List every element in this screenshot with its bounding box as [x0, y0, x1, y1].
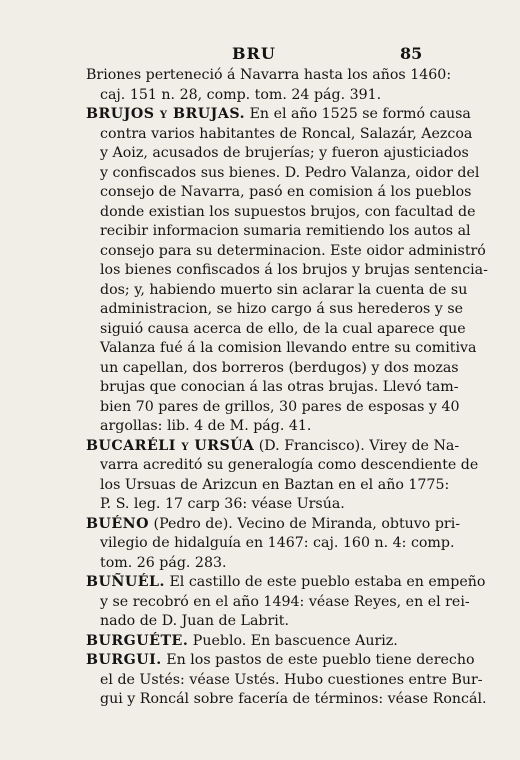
text-line: donde existian los supuestos brujos, con facultad de — [100, 203, 476, 220]
text-line: brujas que conocian á las otras brujas. Llevó tam- — [100, 379, 459, 395]
entry-text: El castillo de este pueblo estaba en empeño — [169, 574, 486, 590]
text-line: los bienes confiscados á los brujos y brujas sentencia- — [100, 262, 488, 278]
entry-burguete — [86, 632, 430, 652]
text-line: dos; y, habiendo muerto sin aclarar la cuenta de su — [100, 281, 468, 298]
entry-headword: BUÉNO — [86, 515, 150, 532]
text-line: administracion, se hizo cargo á sus herederos y se — [100, 301, 464, 317]
text-line: vilegio de hidalguía en 1467: caj. 160 n. 4: comp. — [100, 535, 455, 551]
text-line: y Aoiz, acusados de brujerías; y fueron ajusticiados — [100, 145, 469, 161]
entry-brujos — [86, 105, 488, 437]
text-line: gui y Roncál sobre facería de términos: véase Roncál. — [100, 691, 487, 707]
text-line: contra varios habitantes de Roncal, Salazár, Aezcoa — [100, 125, 473, 142]
text-line: Valanza fué á la comision llevando entre su comitiva — [100, 340, 477, 356]
text-line — [86, 105, 471, 125]
text-line: recibir informacion sumaria remitiendo los autos al — [100, 223, 471, 239]
text-line — [86, 437, 460, 457]
text-line — [86, 632, 430, 652]
entry-text: En el año 1525 se formó causa — [249, 106, 471, 122]
page-header — [0, 44, 520, 66]
text-line: tom. 26 pág. 283. — [100, 554, 227, 571]
text-line — [86, 515, 461, 535]
entry-headword: BURGUI. — [86, 652, 162, 668]
entry-bueno — [86, 515, 461, 574]
entry-continuation — [86, 66, 452, 105]
text-line: siguió causa acerca de ello, de la cual aparece que — [100, 320, 466, 337]
text-line: y confiscados sus bienes. D. Pedro Valanza, oidor del — [100, 164, 480, 181]
text-line: nado de D. Juan de Labrit. — [100, 613, 290, 629]
text-line: los Ursuas de Arizcun en Baztan en el año 1775: — [100, 476, 450, 493]
text-line: el de Ustés: véase Ustés. Hubo cuestiones entre Bur- — [100, 671, 483, 688]
text-line: Briones perteneció á Navarra hasta los años 1460: — [86, 67, 452, 83]
running-head: BRU — [232, 44, 276, 63]
page-number: 85 — [400, 44, 423, 63]
text-line: consejo para su determinacion. Este oidor administró — [100, 242, 486, 259]
entry-text: En los pastos de este pueblo tiene derecho — [166, 652, 475, 668]
text-line: bien 70 pares de grillos, 30 pares de esposas y 40 — [100, 398, 460, 415]
entry-headword: BUCARÉLI y URSÚA — [86, 437, 255, 454]
entry-bucareli — [86, 437, 479, 515]
text-line: un capellan, dos borreros (berdugos) y dos mozas — [100, 359, 459, 376]
entry-bunuel — [86, 573, 486, 632]
entry-text: (Pedro de). Vecino de Miranda, obtuvo pri- — [153, 515, 461, 532]
entry-text: (D. Francisco). Virey de Na- — [258, 437, 460, 454]
entry-headword: BRUJOS y BRUJAS. — [86, 106, 246, 122]
text-line: P. S. leg. 17 carp 36: véase Ursúa. — [100, 496, 345, 512]
entry-headword: BURGUÉTE. — [86, 632, 189, 649]
text-line: varra acreditó su generalogía como descendiente de — [100, 457, 479, 473]
text-line: consejo de Navarra, pasó en comision á los pueblos — [100, 184, 472, 200]
text-line: caj. 151 n. 28, comp. tom. 24 pág. 391. — [100, 86, 382, 103]
text-line — [86, 651, 475, 671]
entry-text: Pueblo. En bascuence Auriz. — [192, 632, 398, 649]
text-line: argollas: lib. 4 de M. pág. 41. — [100, 418, 312, 434]
text-line — [86, 573, 486, 593]
dictionary-body — [86, 66, 488, 710]
text-line: y se recobró en el año 1494: véase Reyes, en el rei- — [100, 593, 470, 610]
entry-burgui — [86, 651, 487, 710]
entry-headword: BUÑUÉL. — [86, 574, 165, 590]
